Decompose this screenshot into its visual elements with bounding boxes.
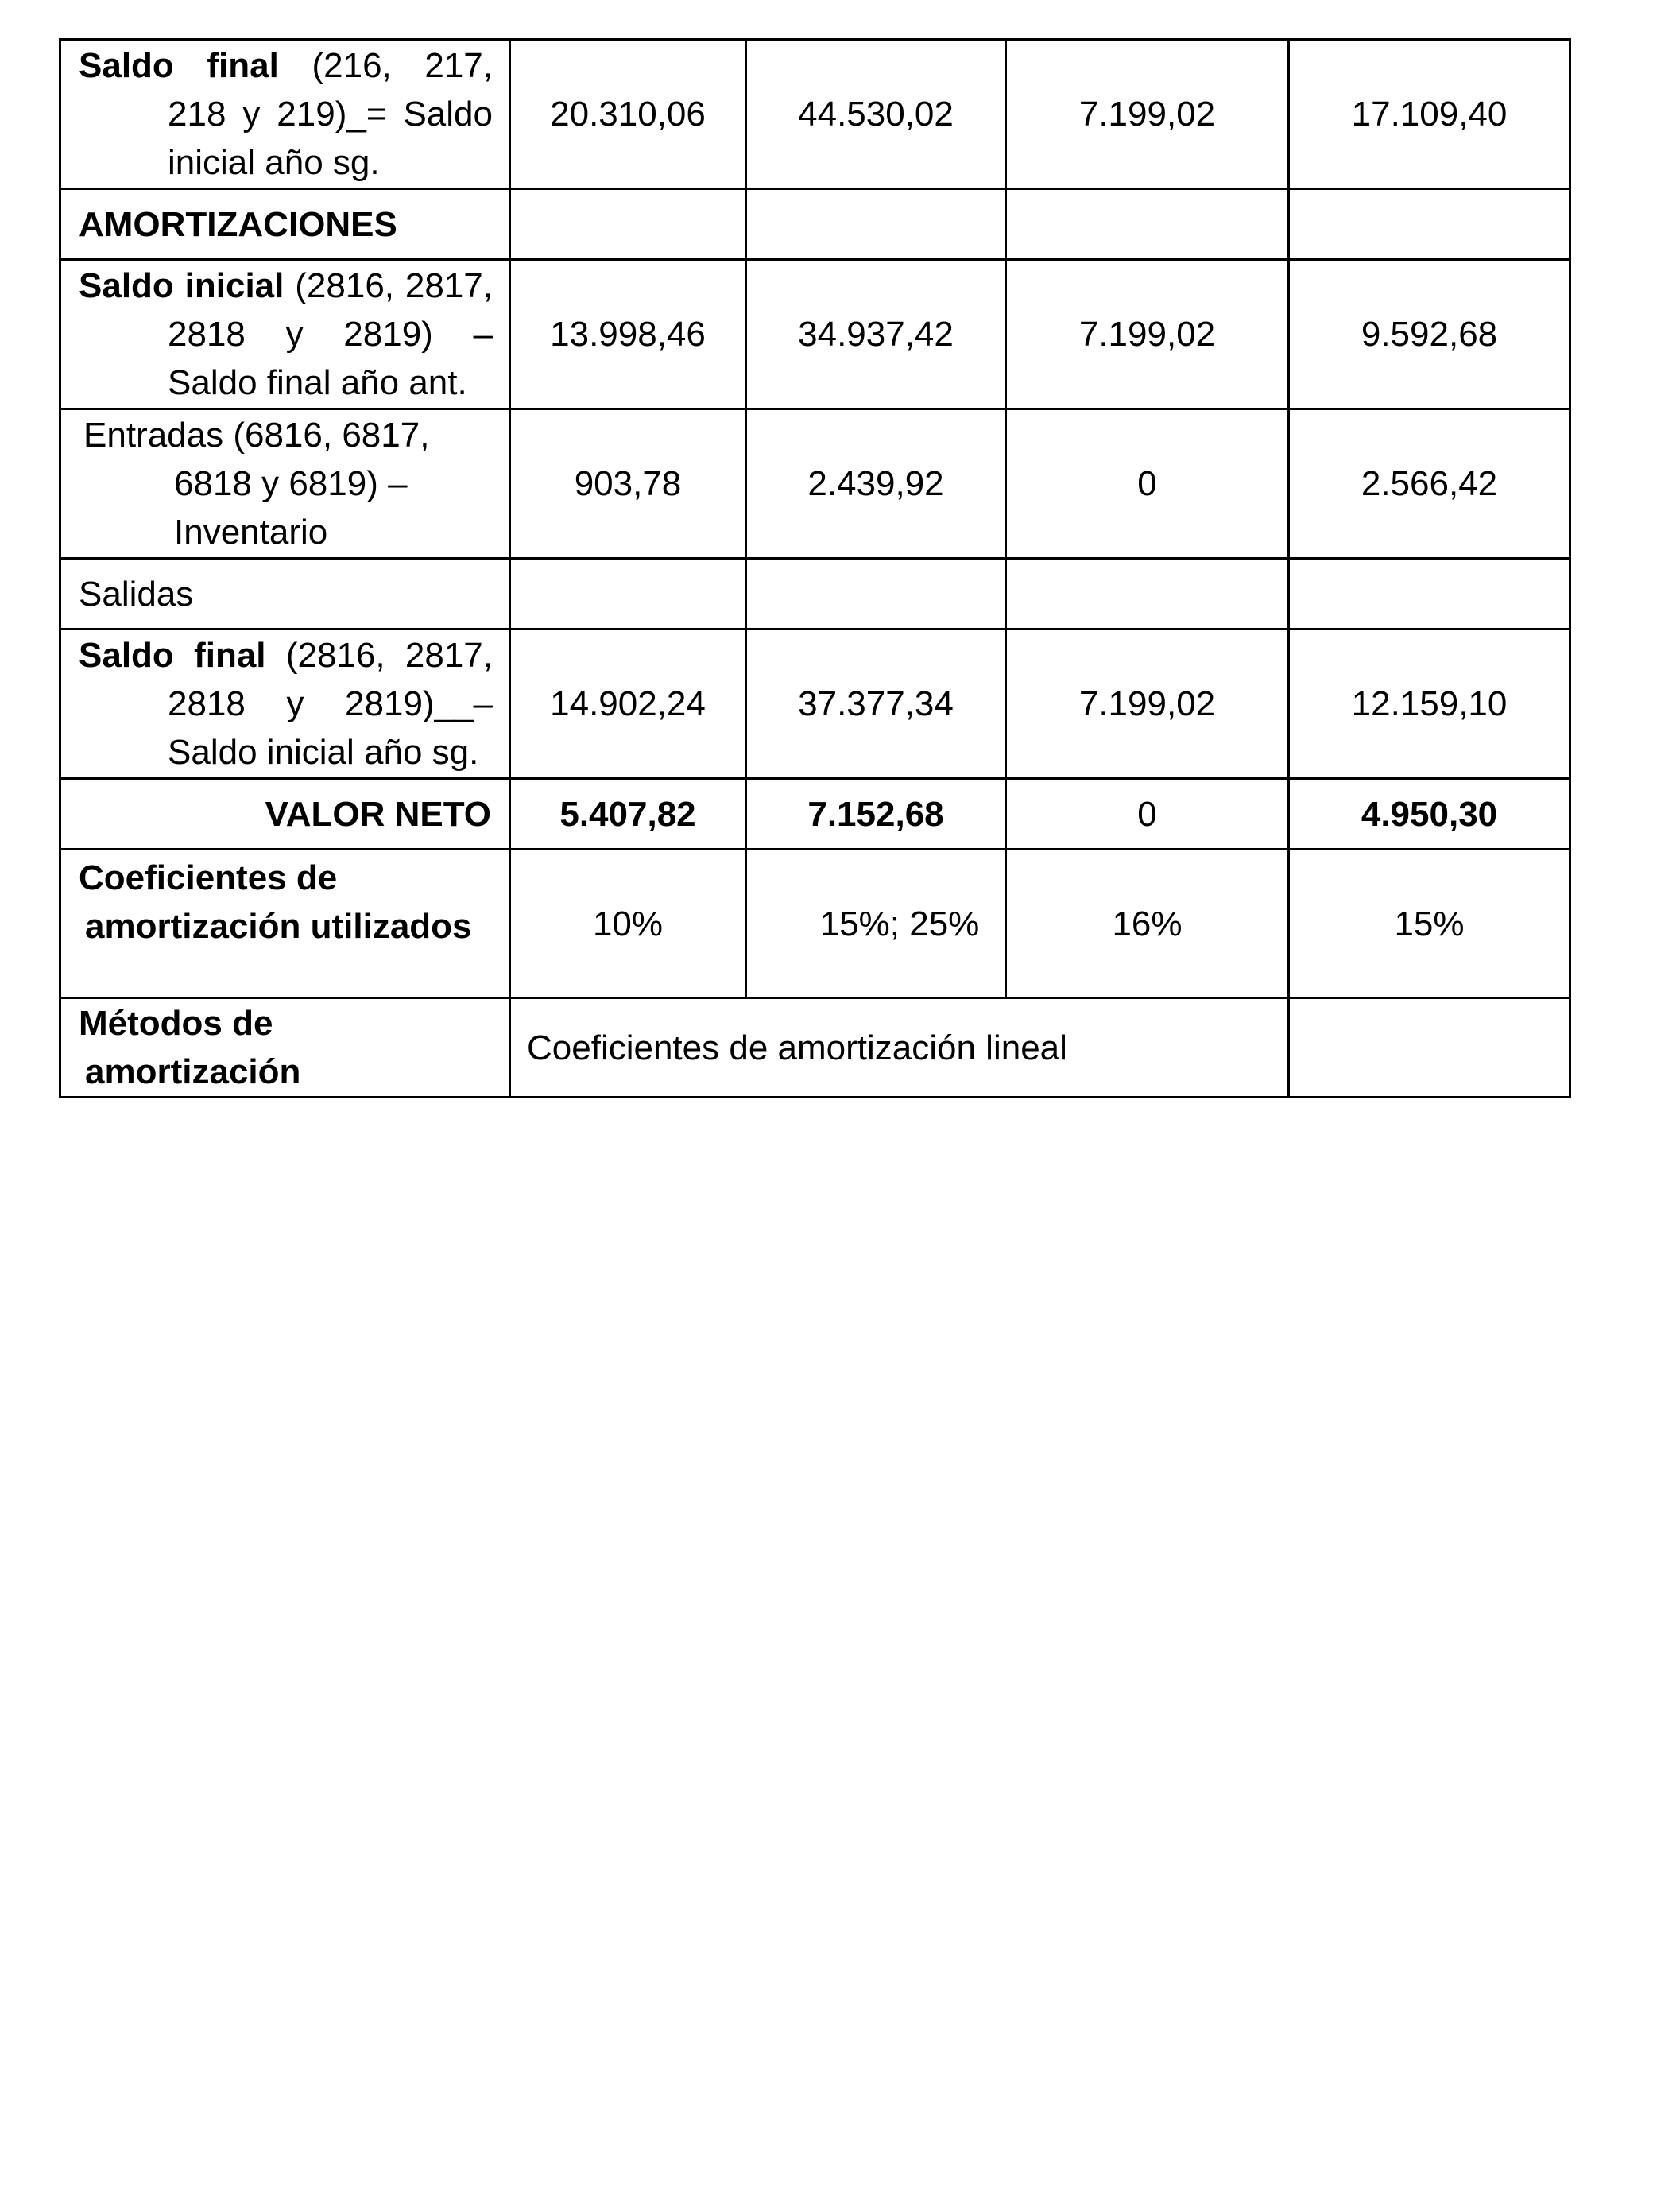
row-label-line: 2818 y 2819) – bbox=[168, 315, 493, 354]
value-cell: 9.592,68 bbox=[1289, 260, 1570, 409]
table-row-entradas bbox=[60, 409, 1570, 559]
value-cell: 4.950,30 bbox=[1289, 779, 1570, 850]
value-cell: 2.566,42 bbox=[1289, 409, 1570, 559]
value-cell: 17.109,40 bbox=[1289, 40, 1570, 189]
value-cell: 13.998,46 bbox=[510, 260, 746, 409]
amortization-table bbox=[59, 38, 1571, 1098]
row-label-line: Entradas (6816, 6817, bbox=[83, 416, 430, 455]
row-label-line: 6818 y 6819) – bbox=[174, 464, 408, 503]
value-cell: 44.530,02 bbox=[746, 40, 1006, 189]
table-row-amortizaciones bbox=[60, 189, 1570, 260]
value-cell: 2.439,92 bbox=[746, 409, 1006, 559]
metodos-value: Coeficientes de amortización lineal bbox=[510, 998, 1289, 1098]
table-row-coeficientes bbox=[60, 850, 1570, 998]
value-cell: 20.310,06 bbox=[510, 40, 746, 189]
value-cell: 7.199,02 bbox=[1006, 260, 1289, 409]
table-row-salidas bbox=[60, 559, 1570, 629]
row-label-bold: Saldo final bbox=[79, 46, 279, 85]
value-cell: 7.199,02 bbox=[1006, 40, 1289, 189]
row-label-line: Inventario bbox=[174, 513, 328, 552]
table-row-saldo-final-inmovilizado bbox=[60, 40, 1570, 189]
valor-neto-label: VALOR NETO bbox=[60, 779, 510, 850]
row-label-line bbox=[79, 631, 493, 680]
row-label-line: Saldo final año ant. bbox=[168, 363, 467, 402]
empty-cell bbox=[1006, 189, 1289, 260]
row-label: Salidas bbox=[60, 559, 510, 629]
row-label-bold: Saldo final bbox=[79, 636, 266, 675]
value-cell: 15% bbox=[1289, 850, 1570, 998]
row-label-line bbox=[79, 261, 493, 310]
value-cell: 12.159,10 bbox=[1289, 629, 1570, 779]
empty-cell bbox=[510, 189, 746, 260]
value-cell: 15%; 25% bbox=[746, 850, 1006, 998]
row-label-bold: Saldo inicial bbox=[79, 266, 285, 305]
row-label-cell bbox=[60, 40, 510, 189]
value-cell: 10% bbox=[510, 850, 746, 998]
row-label-text: (216, 217, bbox=[312, 46, 493, 85]
row-label-line: 218 y 219)_= Saldo bbox=[168, 95, 493, 134]
value-cell: 7.152,68 bbox=[746, 779, 1006, 850]
empty-cell bbox=[1006, 559, 1289, 629]
table-row-valor-neto bbox=[60, 779, 1570, 850]
row-label-line: inicial año sg. bbox=[168, 143, 380, 182]
table-row-saldo-inicial bbox=[60, 260, 1570, 409]
row-label-text: (2816, 2817, bbox=[295, 266, 493, 305]
empty-cell bbox=[1289, 559, 1570, 629]
row-label-line: 2818 y 2819)__– bbox=[168, 684, 493, 723]
row-label-cell bbox=[60, 260, 510, 409]
row-label-cell bbox=[60, 409, 510, 559]
empty-cell bbox=[746, 559, 1006, 629]
value-cell: 34.937,42 bbox=[746, 260, 1006, 409]
row-label-line: amortización utilizados bbox=[85, 907, 472, 946]
value-cell: 14.902,24 bbox=[510, 629, 746, 779]
value-cell: 903,78 bbox=[510, 409, 746, 559]
table-row-metodos bbox=[60, 998, 1570, 1098]
value-cell: 37.377,34 bbox=[746, 629, 1006, 779]
row-label-cell bbox=[60, 850, 510, 998]
row-label-cell bbox=[60, 998, 510, 1098]
row-label-line: amortización bbox=[85, 1052, 301, 1091]
empty-cell bbox=[1289, 189, 1570, 260]
empty-cell bbox=[1289, 998, 1570, 1098]
value-cell: 7.199,02 bbox=[1006, 629, 1289, 779]
row-label-line: Métodos de bbox=[79, 1004, 273, 1043]
section-heading: AMORTIZACIONES bbox=[60, 189, 510, 260]
row-label-line: Coeficientes de bbox=[79, 858, 338, 897]
row-label-text: (2816, 2817, bbox=[285, 636, 493, 675]
row-label-line: Saldo inicial año sg. bbox=[168, 733, 479, 772]
value-cell: 16% bbox=[1006, 850, 1289, 998]
value-cell: 0 bbox=[1006, 779, 1289, 850]
empty-cell bbox=[746, 189, 1006, 260]
row-label-line bbox=[79, 41, 493, 90]
value-cell: 0 bbox=[1006, 409, 1289, 559]
empty-cell bbox=[510, 559, 746, 629]
table-row-saldo-final-amortizaciones bbox=[60, 629, 1570, 779]
value-cell: 5.407,82 bbox=[510, 779, 746, 850]
row-label-cell bbox=[60, 629, 510, 779]
